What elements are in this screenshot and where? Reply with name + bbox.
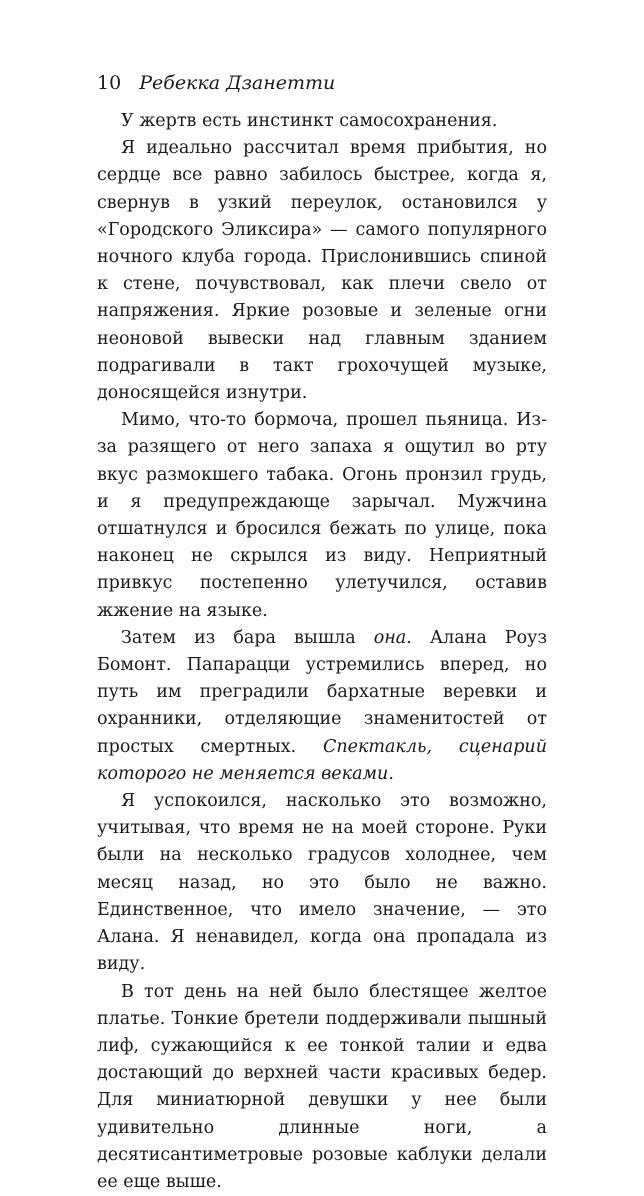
paragraph-6: В тот день на ней было блестящее желтое платье. Тонкие бретели поддерживали пышный лиф, сужающийся к ее тонкой талии и едва достающий до верхней части красивых бедер. Для миниатюрной девушки у нее были удивительно длинные ноги, а десятисантиметровые розовые каблуки делали ее еще выше. [97, 979, 547, 1196]
paragraph-2: Я идеально рассчитал время прибытия, но сердце все равно забилось быстрее, когда я, свернув в узкий переулок, остановился у «Городского Эликсира» — самого популярного ночного клуба города. Прислонившись спиной к стене, почувствовал, как плечи свело от напряжения. Яркие розовые и зеленые огни неоновой вывески над главным зданием подрагивали в такт грохочущей музыке, доносящейся изнутри. [97, 135, 547, 407]
paragraph-4-text-c: . Алана Роуз Бомонт. Папарацци устремились вперед, но путь им преградили бархатные веревки и охранники, отделяющие знаменитостей от простых смертных. [97, 628, 547, 757]
book-page [97, 70, 547, 1196]
paragraph-5: Я успокоился, насколько это возможно, учитывая, что время не на моей стороне. Руки были на несколько градусов холоднее, чем месяц назад, но это было не важно. Единственное, что имело значение, — это Алана. Я ненавидел, когда она пропадала из виду. [97, 788, 547, 978]
paragraph-1: У жертв есть инстинкт самосохранения. [97, 108, 547, 135]
paragraph-4-text-e: . [388, 764, 394, 784]
running-head [97, 70, 547, 96]
paragraph-4 [97, 625, 547, 788]
paragraph-4-emphasis-she: она [374, 628, 407, 648]
paragraph-3: Мимо, что-то бормоча, прошел пьяница. Из-за разящего от него запаха я ощутил во рту вкус размокшего табака. Огонь пронзил грудь, и я предупреждающе зарычал. Мужчина отшатнулся и бросился бежать по улице, пока наконец не скрылся из виду. Неприятный привкус постепенно улетучился, оставив жжение на языке. [97, 407, 547, 625]
body-text [97, 108, 547, 1196]
paragraph-4-text-a: Затем из бара вышла [121, 628, 374, 648]
page-number: 10 [97, 70, 121, 96]
running-head-author: Ребекка Дзанетти [139, 72, 335, 94]
paragraph-4-emphasis-spectacle: Спектакль, сценарий которого не меняется веками [97, 737, 547, 784]
